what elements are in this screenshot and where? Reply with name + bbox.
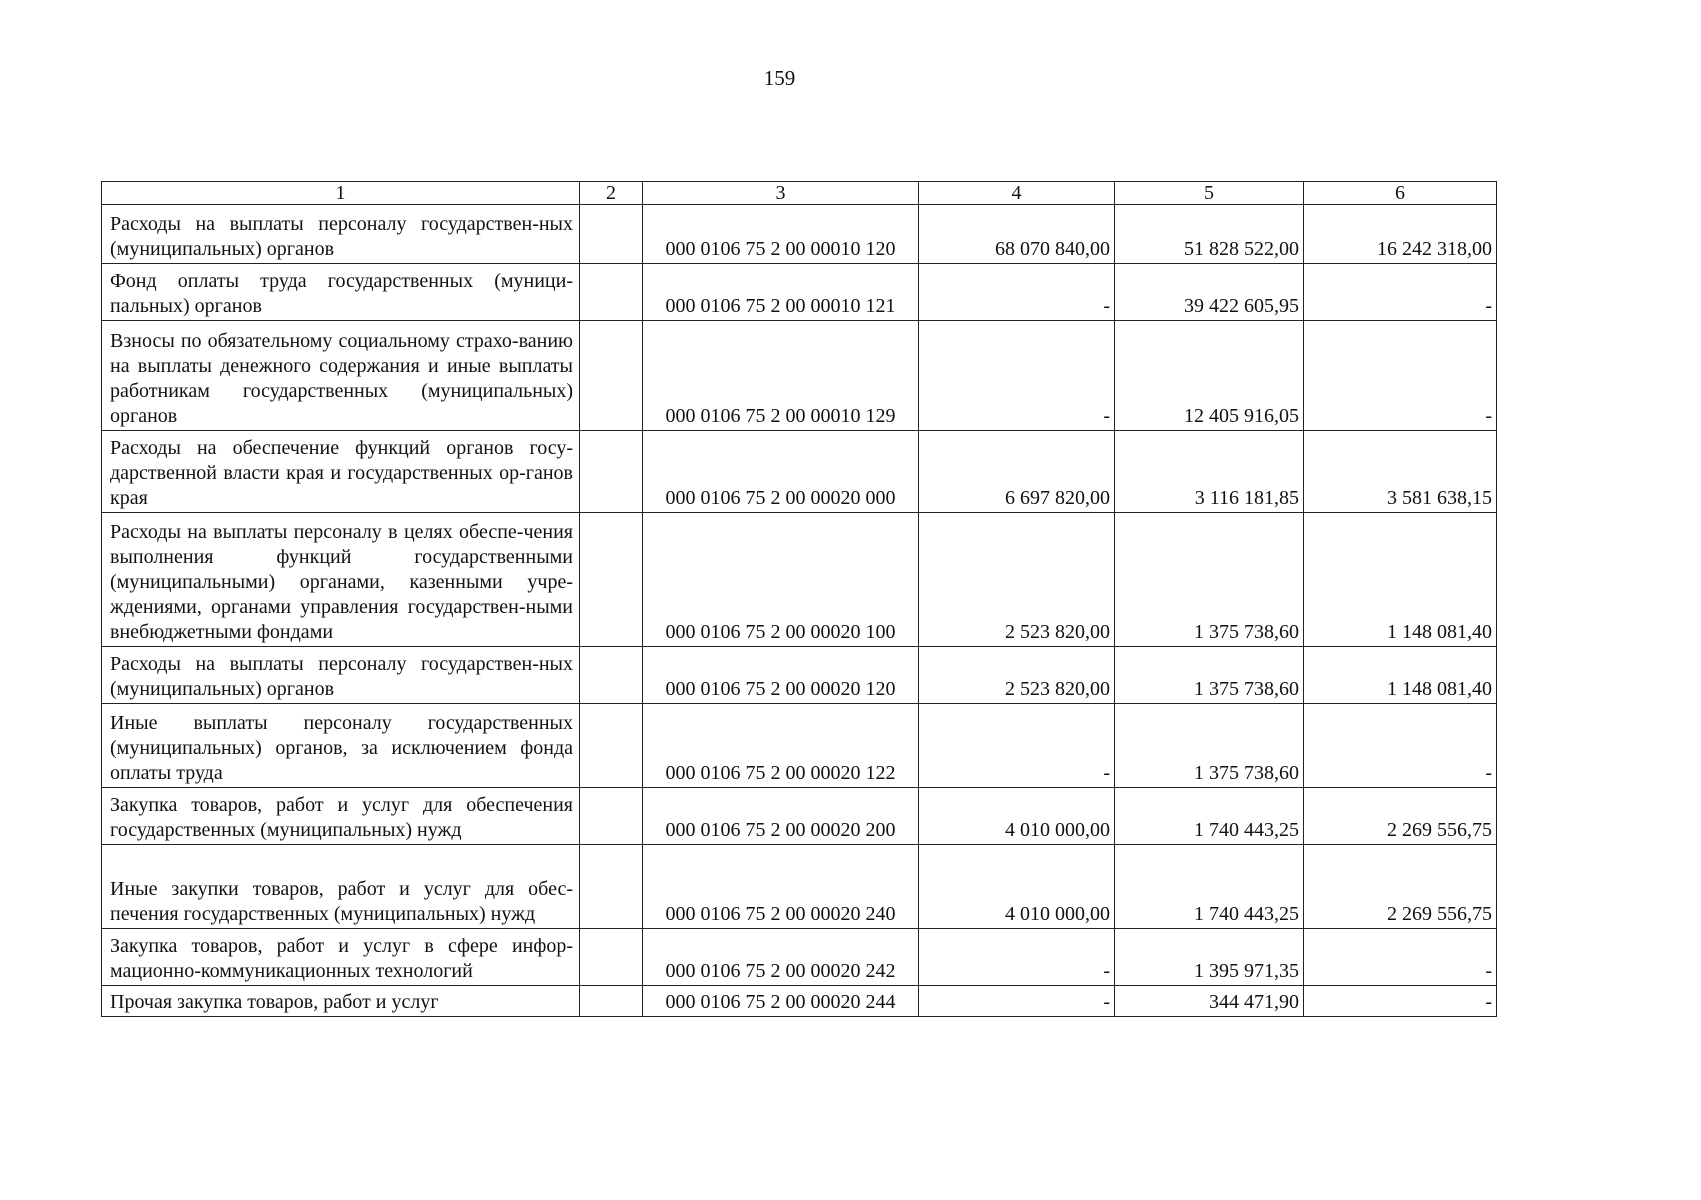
row-name: Расходы на выплаты персоналу в целях обеспе-чения выполнения функций государственными (муниципальными) органами, казенными учре-ждениями, органами управления государствен-ными внебюджетными фондами (102, 513, 580, 647)
row-value-4: - (919, 986, 1115, 1017)
row-code: 000 0106 75 2 00 00020 100 (643, 513, 919, 647)
row-name: Взносы по обязательному социальному страхо-ванию на выплаты денежного содержания и иные выплаты работникам государственных (муниципальных) органов (102, 321, 580, 431)
table-row (102, 431, 1497, 513)
table-row (102, 986, 1497, 1017)
table-row (102, 264, 1497, 321)
row-col2 (580, 205, 643, 264)
table-row (102, 929, 1497, 986)
column-header: 6 (1304, 182, 1497, 205)
column-header: 5 (1115, 182, 1304, 205)
row-value-4: - (919, 321, 1115, 431)
column-header: 3 (643, 182, 919, 205)
row-name: Расходы на обеспечение функций органов госу-дарственной власти края и государственных ор-ганов края (102, 431, 580, 513)
row-code: 000 0106 75 2 00 00020 120 (643, 647, 919, 704)
row-value-4: 68 070 840,00 (919, 205, 1115, 264)
row-col2 (580, 704, 643, 788)
table-row (102, 205, 1497, 264)
row-code: 000 0106 75 2 00 00020 244 (643, 986, 919, 1017)
row-code: 000 0106 75 2 00 00020 240 (643, 845, 919, 929)
row-value-6: 2 269 556,75 (1304, 788, 1497, 845)
row-value-6: - (1304, 321, 1497, 431)
row-value-5: 51 828 522,00 (1115, 205, 1304, 264)
column-header: 1 (102, 182, 580, 205)
budget-table (101, 181, 1497, 1017)
row-col2 (580, 264, 643, 321)
row-name: Иные выплаты персоналу государственных (муниципальных) органов, за исключением фонда оплаты труда (102, 704, 580, 788)
row-value-6: 2 269 556,75 (1304, 845, 1497, 929)
row-value-6: - (1304, 929, 1497, 986)
row-name: Фонд оплаты труда государственных (муници-пальных) органов (102, 264, 580, 321)
row-value-5: 1 375 738,60 (1115, 647, 1304, 704)
row-code: 000 0106 75 2 00 00010 121 (643, 264, 919, 321)
row-value-5: 1 740 443,25 (1115, 788, 1304, 845)
row-value-4: 2 523 820,00 (919, 647, 1115, 704)
row-value-5: 1 375 738,60 (1115, 513, 1304, 647)
row-value-4: - (919, 929, 1115, 986)
table-row (102, 647, 1497, 704)
row-name: Прочая закупка товаров, работ и услуг (102, 986, 580, 1017)
row-code: 000 0106 75 2 00 00020 122 (643, 704, 919, 788)
row-value-6: 1 148 081,40 (1304, 647, 1497, 704)
table-row (102, 321, 1497, 431)
row-col2 (580, 647, 643, 704)
row-name: Закупка товаров, работ и услуг в сфере инфор-мационно-коммуникационных технологий (102, 929, 580, 986)
row-value-5: 3 116 181,85 (1115, 431, 1304, 513)
page-number: 159 (763, 66, 796, 90)
row-value-4: 2 523 820,00 (919, 513, 1115, 647)
row-name: Расходы на выплаты персоналу государствен-ных (муниципальных) органов (102, 647, 580, 704)
row-value-4: - (919, 704, 1115, 788)
row-col2 (580, 845, 643, 929)
row-code: 000 0106 75 2 00 00020 200 (643, 788, 919, 845)
row-col2 (580, 513, 643, 647)
row-value-6: - (1304, 704, 1497, 788)
row-col2 (580, 929, 643, 986)
row-code: 000 0106 75 2 00 00020 000 (643, 431, 919, 513)
table-row (102, 788, 1497, 845)
table-row (102, 704, 1497, 788)
row-name: Расходы на выплаты персоналу государствен-ных (муниципальных) органов (102, 205, 580, 264)
row-name: Иные закупки товаров, работ и услуг для обес-печения государственных (муниципальных) нужд (102, 845, 580, 929)
row-value-5: 39 422 605,95 (1115, 264, 1304, 321)
row-value-5: 1 395 971,35 (1115, 929, 1304, 986)
row-value-5: 1 375 738,60 (1115, 704, 1304, 788)
row-name: Закупка товаров, работ и услуг для обеспечения государственных (муниципальных) нужд (102, 788, 580, 845)
table-header-row (102, 182, 1497, 205)
row-value-4: 4 010 000,00 (919, 845, 1115, 929)
row-code: 000 0106 75 2 00 00010 120 (643, 205, 919, 264)
table-row (102, 845, 1497, 929)
row-col2 (580, 986, 643, 1017)
row-value-6: 3 581 638,15 (1304, 431, 1497, 513)
row-code: 000 0106 75 2 00 00020 242 (643, 929, 919, 986)
row-value-6: 16 242 318,00 (1304, 205, 1497, 264)
row-col2 (580, 431, 643, 513)
row-value-6: - (1304, 264, 1497, 321)
row-code: 000 0106 75 2 00 00010 129 (643, 321, 919, 431)
column-header: 2 (580, 182, 643, 205)
row-value-5: 344 471,90 (1115, 986, 1304, 1017)
row-col2 (580, 788, 643, 845)
row-value-5: 1 740 443,25 (1115, 845, 1304, 929)
row-value-6: 1 148 081,40 (1304, 513, 1497, 647)
row-value-5: 12 405 916,05 (1115, 321, 1304, 431)
row-value-4: 6 697 820,00 (919, 431, 1115, 513)
row-col2 (580, 321, 643, 431)
column-header: 4 (919, 182, 1115, 205)
row-value-6: - (1304, 986, 1497, 1017)
table-row (102, 513, 1497, 647)
row-value-4: - (919, 264, 1115, 321)
row-value-4: 4 010 000,00 (919, 788, 1115, 845)
